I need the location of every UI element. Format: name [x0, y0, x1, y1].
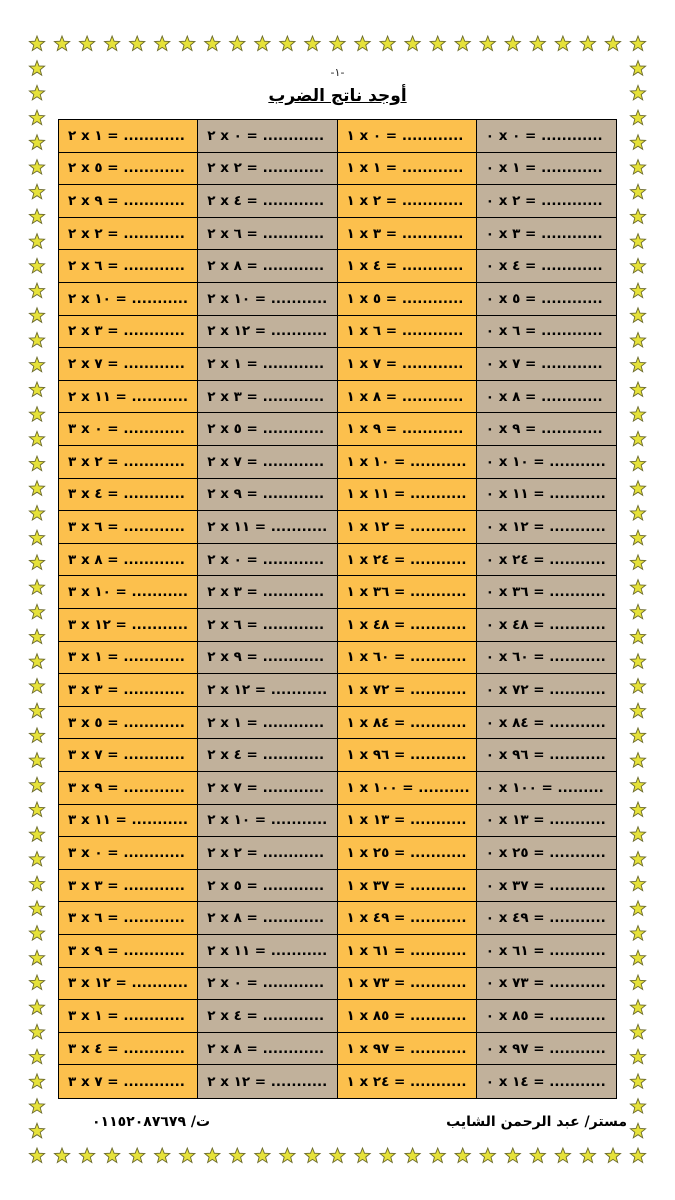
multiplication-cell: ٠ x ١٢ = ...........	[477, 511, 616, 544]
star-icon	[29, 407, 44, 421]
star-icon	[29, 1074, 44, 1088]
star-icon	[29, 753, 44, 768]
star-icon	[630, 481, 645, 496]
star-icon	[54, 1148, 69, 1163]
star-icon	[630, 357, 645, 372]
multiplication-cell: ٣ x ١١ = ...........	[59, 805, 198, 838]
star-icon	[29, 308, 44, 323]
multiplication-cell: ٠ x ٦١ = ...........	[477, 935, 616, 968]
worksheet-title: أوجد ناتج الضرب	[268, 86, 407, 106]
multiplication-cell: ٠ x ١٤ = ...........	[477, 1065, 616, 1098]
star-icon	[255, 1148, 270, 1163]
star-icon	[430, 1148, 445, 1163]
star-icon	[29, 530, 44, 545]
multiplication-cell: ٣ x ٨ = ............	[59, 544, 198, 577]
multiplication-cell: ٢ x ١٠ = ...........	[59, 283, 198, 316]
star-icon	[530, 36, 545, 51]
star-icon	[630, 679, 645, 694]
star-icon	[630, 506, 645, 521]
multiplication-cell: ٣ x ١٢ = ...........	[59, 968, 198, 1001]
star-icon	[29, 629, 44, 643]
multiplication-cell: ١ x ٣٧ = ...........	[338, 870, 477, 903]
star-icon	[29, 1000, 44, 1015]
star-icon	[630, 209, 645, 223]
multiplication-cell: ٢ x ٨ = ............	[198, 250, 337, 283]
star-icon	[29, 703, 44, 718]
star-icon	[630, 975, 645, 990]
multiplication-cell: ٠ x ١١ = ...........	[477, 479, 616, 512]
multiplication-cell: ٠ x ١٠٠ = .........	[477, 772, 616, 805]
multiplication-cell: ٢ x ٩ = ............	[198, 642, 337, 675]
star-icon	[630, 827, 645, 841]
star-icon	[630, 654, 645, 668]
multiplication-cell: ١ x ١٣ = ...........	[338, 805, 477, 838]
star-icon	[630, 234, 645, 249]
multiplication-cell: ١ x ٦ = ............	[338, 316, 477, 349]
multiplication-cell: ١ x ٢٤ = ...........	[338, 1065, 477, 1098]
star-icon	[29, 555, 44, 570]
star-icon	[630, 530, 645, 545]
star-icon	[54, 36, 69, 51]
multiplication-cell: ٣ x ٧ = ............	[59, 739, 198, 772]
star-icon	[29, 36, 44, 51]
star-icon	[630, 308, 645, 323]
multiplication-cell: ٢ x ١ = ............	[198, 348, 337, 381]
multiplication-cell: ١ x ٤٨ = ...........	[338, 609, 477, 642]
star-icon	[29, 1099, 44, 1113]
multiplication-cell: ٠ x ٧٢ = ...........	[477, 674, 616, 707]
multiplication-cell: ٢ x ١٢ = ...........	[198, 316, 337, 349]
star-icon	[305, 1148, 320, 1163]
multiplication-cell: ١ x ٧٣ = ...........	[338, 968, 477, 1001]
multiplication-cell: ٢ x ٥ = ............	[198, 870, 337, 903]
star-icon	[455, 1148, 470, 1163]
star-icon	[630, 1074, 645, 1088]
star-icon	[630, 1024, 645, 1039]
star-icon	[630, 135, 645, 150]
multiplication-cell: ٠ x ٥ = ............	[477, 283, 616, 316]
multiplication-cell: ٠ x ٤٩ = ...........	[477, 902, 616, 935]
star-icon	[29, 654, 44, 668]
multiplication-cell: ١ x ٩ = ............	[338, 413, 477, 446]
star-icon	[630, 36, 645, 51]
multiplication-cell: ٣ x ١ = ............	[59, 642, 198, 675]
multiplication-cell: ٠ x ٢٥ = ...........	[477, 837, 616, 870]
multiplication-cell: ٠ x ٢ = ............	[477, 185, 616, 218]
multiplication-cell: ٢ x ٣ = ............	[198, 381, 337, 414]
star-icon	[630, 431, 645, 445]
multiplication-cell: ٠ x ٨٤ = ...........	[477, 707, 616, 740]
star-icon	[430, 36, 445, 51]
star-icon	[29, 777, 44, 792]
star-icon	[630, 160, 645, 174]
star-icon	[605, 1148, 620, 1163]
star-icon	[630, 184, 645, 198]
multiplication-cell: ١ x ٩٦ = ...........	[338, 739, 477, 772]
multiplication-cell: ٣ x ٤ = ............	[59, 479, 198, 512]
multiplication-cell: ١ x ١٢ = ...........	[338, 511, 477, 544]
multiplication-cell: ١ x ٠ = ............	[338, 120, 477, 153]
multiplication-cell: ٣ x ١٢ = ...........	[59, 609, 198, 642]
star-icon	[630, 1049, 645, 1063]
multiplication-cell: ٠ x ٣٦ = ...........	[477, 576, 616, 609]
star-icon	[130, 36, 145, 51]
star-icon	[630, 580, 645, 595]
multiplication-cell: ١ x ١١ = ...........	[338, 479, 477, 512]
multiplication-cell: ١ x ٦٠ = ...........	[338, 642, 477, 675]
star-icon	[155, 36, 170, 51]
star-icon	[29, 975, 44, 990]
star-icon	[29, 234, 44, 249]
star-icon	[29, 1148, 44, 1163]
multiplication-cell: ٠ x ٩٧ = ...........	[477, 1033, 616, 1066]
multiplication-cell: ٢ x ١١ = ...........	[198, 935, 337, 968]
star-icon	[630, 456, 645, 471]
multiplication-cell: ٢ x ٢ = ............	[59, 218, 198, 251]
multiplication-cell: ١ x ٤ = ............	[338, 250, 477, 283]
star-icon	[630, 852, 645, 866]
multiplication-cell: ٢ x ٠ = ............	[198, 544, 337, 577]
multiplication-cell: ٢ x ٣ = ............	[198, 576, 337, 609]
star-icon	[230, 1148, 245, 1163]
multiplication-cell: ١ x ٣ = ............	[338, 218, 477, 251]
star-icon	[205, 1148, 220, 1163]
star-icon	[29, 580, 44, 595]
multiplication-cell: ٠ x ١ = ............	[477, 153, 616, 186]
star-icon	[29, 135, 44, 150]
star-icon	[480, 1148, 495, 1163]
star-icon	[630, 802, 645, 817]
star-icon	[29, 604, 44, 618]
multiplication-cell: ١ x ١٠ = ...........	[338, 446, 477, 479]
multiplication-cell: ٣ x ٩ = ............	[59, 935, 198, 968]
multiplication-cell: ٣ x ٧ = ............	[59, 1065, 198, 1098]
star-icon	[405, 1148, 420, 1163]
page-number: -١-	[330, 66, 345, 79]
multiplication-cell: ٠ x ٤٨ = ...........	[477, 609, 616, 642]
multiplication-cell: ٣ x ٦ = ............	[59, 902, 198, 935]
multiplication-cell: ٣ x ٦ = ............	[59, 511, 198, 544]
star-icon	[280, 36, 295, 51]
star-icon	[630, 926, 645, 941]
star-icon	[29, 209, 44, 223]
star-icon	[280, 1148, 295, 1163]
star-icon	[380, 1148, 395, 1163]
star-icon	[630, 1099, 645, 1113]
star-icon	[555, 36, 570, 51]
multiplication-cell: ١ x ٢٥ = ...........	[338, 837, 477, 870]
star-icon	[630, 1148, 645, 1163]
multiplication-cell: ٢ x ٧ = ............	[198, 772, 337, 805]
star-icon	[29, 382, 44, 396]
multiplication-cell: ١ x ١٠٠ = ..........	[338, 772, 477, 805]
multiplication-cell: ٠ x ٣٧ = ...........	[477, 870, 616, 903]
star-icon	[255, 36, 270, 51]
star-icon	[505, 1148, 520, 1163]
star-icon	[455, 36, 470, 51]
multiplication-cell: ١ x ٨ = ............	[338, 381, 477, 414]
multiplication-cell: ٠ x ٣ = ............	[477, 218, 616, 251]
star-icon	[630, 333, 645, 348]
star-icon	[580, 1148, 595, 1163]
multiplication-cell: ٣ x ٢ = ............	[59, 446, 198, 479]
multiplication-cell: ٣ x ٠ = ............	[59, 837, 198, 870]
multiplication-cell: ٢ x ١ = ............	[59, 120, 198, 153]
star-icon	[29, 333, 44, 348]
multiplication-cell: ١ x ٢٤ = ...........	[338, 544, 477, 577]
star-icon	[155, 1148, 170, 1163]
star-icon	[355, 36, 370, 51]
multiplication-cell: ٠ x ٧٣ = ...........	[477, 968, 616, 1001]
star-icon	[29, 357, 44, 372]
star-icon	[480, 36, 495, 51]
multiplication-cell: ٠ x ٦٠ = ...........	[477, 642, 616, 675]
multiplication-cell: ٣ x ٠ = ............	[59, 413, 198, 446]
star-icon	[29, 852, 44, 866]
star-icon	[380, 36, 395, 51]
multiplication-cell: ١ x ٨٤ = ...........	[338, 707, 477, 740]
multiplication-cell: ٢ x ٩ = ............	[198, 479, 337, 512]
multiplication-cell: ١ x ٢ = ............	[338, 185, 477, 218]
multiplication-cell: ٢ x ٣ = ............	[59, 316, 198, 349]
star-icon	[605, 36, 620, 51]
multiplication-cell: ١ x ٣٦ = ...........	[338, 576, 477, 609]
star-icon	[80, 36, 95, 51]
multiplication-cell: ٣ x ٣ = ............	[59, 870, 198, 903]
star-icon	[29, 110, 44, 125]
multiplication-cell: ٢ x ٤ = ............	[198, 185, 337, 218]
star-icon	[29, 506, 44, 521]
star-icon	[29, 901, 44, 916]
multiplication-cell: ٢ x ٥ = ............	[59, 153, 198, 186]
multiplication-cell: ٢ x ١٠ = ...........	[198, 805, 337, 838]
multiplication-cell: ١ x ٩٧ = ...........	[338, 1033, 477, 1066]
star-icon	[29, 431, 44, 445]
multiplication-cell: ٢ x ٠ = ............	[198, 968, 337, 1001]
multiplication-cell: ٠ x ٩٦ = ...........	[477, 739, 616, 772]
star-icon	[630, 1000, 645, 1015]
multiplication-cell: ٠ x ٤ = ............	[477, 250, 616, 283]
multiplication-cell: ٣ x ١ = ............	[59, 1000, 198, 1033]
multiplication-cell: ٢ x ١١ = ...........	[59, 381, 198, 414]
multiplication-cell: ١ x ٦١ = ...........	[338, 935, 477, 968]
star-icon	[105, 1148, 120, 1163]
star-icon	[630, 407, 645, 421]
multiplication-cell: ٠ x ٧ = ............	[477, 348, 616, 381]
multiplication-cell: ٢ x ٧ = ............	[198, 446, 337, 479]
star-icon	[29, 456, 44, 471]
multiplication-cell: ٢ x ٤ = ............	[198, 1000, 337, 1033]
star-icon	[630, 950, 645, 965]
star-icon	[630, 1123, 645, 1138]
star-icon	[29, 950, 44, 965]
star-icon	[630, 629, 645, 643]
star-icon	[205, 36, 220, 51]
multiplication-cell: ٢ x ٦ = ............	[198, 609, 337, 642]
star-icon	[330, 1148, 345, 1163]
multiplication-cell: ١ x ٥ = ............	[338, 283, 477, 316]
star-icon	[630, 777, 645, 792]
multiplication-cell: ١ x ١ = ............	[338, 153, 477, 186]
star-icon	[580, 36, 595, 51]
star-icon	[630, 901, 645, 916]
footer-phone: ت/ ٠١١٥٢٠٨٧٦٧٩	[92, 1114, 211, 1130]
star-icon	[180, 1148, 195, 1163]
multiplication-cell: ٠ x ٨ = ............	[477, 381, 616, 414]
star-icon	[305, 36, 320, 51]
star-icon	[630, 258, 645, 273]
star-icon	[29, 728, 44, 743]
multiplication-cell: ٢ x ٠ = ............	[198, 120, 337, 153]
star-icon	[29, 160, 44, 174]
multiplication-cell: ١ x ٧٢ = ...........	[338, 674, 477, 707]
multiplication-cell: ٢ x ٤ = ............	[198, 739, 337, 772]
star-icon	[630, 283, 645, 298]
multiplication-cell: ٢ x ٧ = ............	[59, 348, 198, 381]
star-icon	[555, 1148, 570, 1163]
multiplication-cell: ٢ x ٦ = ............	[59, 250, 198, 283]
multiplication-cell: ١ x ٨٥ = ...........	[338, 1000, 477, 1033]
star-icon	[29, 1024, 44, 1039]
multiplication-cell: ٣ x ٩ = ............	[59, 772, 198, 805]
multiplication-cell: ١ x ٤٩ = ...........	[338, 902, 477, 935]
star-icon	[29, 184, 44, 198]
star-icon	[105, 36, 120, 51]
multiplication-cell: ٠ x ٩ = ............	[477, 413, 616, 446]
multiplication-cell: ٢ x ١٢ = ...........	[198, 1065, 337, 1098]
star-icon	[405, 36, 420, 51]
multiplication-cell: ٠ x ٢٤ = ...........	[477, 544, 616, 577]
star-icon	[29, 802, 44, 817]
star-icon	[29, 827, 44, 841]
multiplication-cell: ٠ x ٠ = ............	[477, 120, 616, 153]
multiplication-cell: ٢ x ١٢ = ...........	[198, 674, 337, 707]
multiplication-cell: ١ x ٧ = ............	[338, 348, 477, 381]
star-icon	[505, 36, 520, 51]
multiplication-cell: ٢ x ١١ = ...........	[198, 511, 337, 544]
star-icon	[29, 1123, 44, 1138]
star-icon	[355, 1148, 370, 1163]
star-icon	[630, 703, 645, 718]
star-icon	[630, 382, 645, 396]
multiplication-cell: ٣ x ١٠ = ...........	[59, 576, 198, 609]
star-icon	[29, 258, 44, 273]
star-icon	[530, 1148, 545, 1163]
multiplication-grid	[58, 119, 617, 1099]
star-icon	[630, 555, 645, 570]
star-icon	[630, 728, 645, 743]
star-icon	[630, 876, 645, 890]
multiplication-cell: ٢ x ١ = ............	[198, 707, 337, 740]
star-icon	[230, 36, 245, 51]
star-icon	[29, 283, 44, 298]
star-icon	[330, 36, 345, 51]
multiplication-cell: ٠ x ٨٥ = ...........	[477, 1000, 616, 1033]
multiplication-cell: ٢ x ٦ = ............	[198, 218, 337, 251]
star-icon	[630, 753, 645, 768]
star-icon	[630, 110, 645, 125]
multiplication-cell: ٢ x ٢ = ............	[198, 153, 337, 186]
multiplication-cell: ٣ x ٤ = ............	[59, 1033, 198, 1066]
star-icon	[29, 1049, 44, 1063]
multiplication-cell: ٢ x ٥ = ............	[198, 413, 337, 446]
star-icon	[29, 876, 44, 890]
star-icon	[130, 1148, 145, 1163]
multiplication-cell: ٠ x ١٠ = ...........	[477, 446, 616, 479]
star-icon	[80, 1148, 95, 1163]
star-icon	[630, 604, 645, 618]
star-icon	[29, 679, 44, 694]
multiplication-cell: ٢ x ٨ = ............	[198, 1033, 337, 1066]
multiplication-cell: ٢ x ٩ = ............	[59, 185, 198, 218]
multiplication-cell: ٣ x ٥ = ............	[59, 707, 198, 740]
star-icon	[180, 36, 195, 51]
multiplication-cell: ٠ x ٦ = ............	[477, 316, 616, 349]
multiplication-cell: ٠ x ١٣ = ...........	[477, 805, 616, 838]
multiplication-cell: ٢ x ١٠ = ...........	[198, 283, 337, 316]
footer-author: مستر/ عبد الرحمن الشايب	[446, 1114, 627, 1130]
multiplication-cell: ٢ x ٢ = ............	[198, 837, 337, 870]
multiplication-cell: ٢ x ٨ = ............	[198, 902, 337, 935]
star-icon	[29, 926, 44, 941]
multiplication-cell: ٣ x ٣ = ............	[59, 674, 198, 707]
star-icon	[29, 481, 44, 496]
